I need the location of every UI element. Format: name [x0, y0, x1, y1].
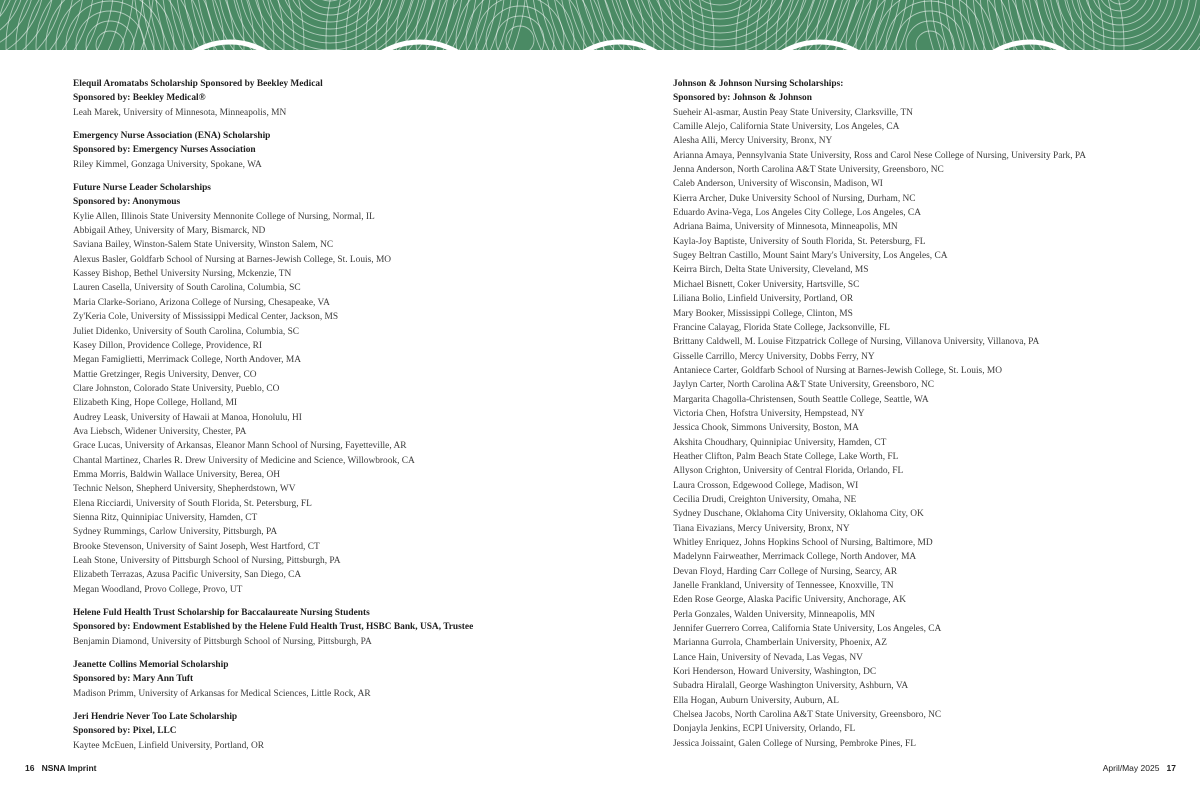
recipient-entry: Antaniece Carter, Goldfarb School of Nursing at Barnes-Jewish College, St. Louis, MO [673, 365, 1002, 376]
recipient-entry: Maria Clarke-Soriano, Arizona College of Nursing, Chesapeake, VA [73, 297, 330, 308]
scholarship-section [73, 77, 593, 120]
scholarship-title: Johnson & Johnson Nursing Scholarships: [673, 79, 844, 89]
recipient-entry: Whitley Enriquez, Johns Hopkins School of Nursing, Baltimore, MD [673, 538, 933, 548]
recipient-entry: Kylie Allen, Illinois State University Mennonite College of Nursing, Normal, IL [73, 211, 375, 222]
scholarship-section [73, 606, 593, 649]
recipient-entry: Kaytee McEuen, Linfield University, Portland, OR [73, 740, 265, 751]
scholarship-section [73, 658, 593, 701]
recipient-entry: Madison Primm, University of Arkansas for Medical Sciences, Little Rock, AR [73, 688, 371, 699]
footer-left [25, 763, 97, 773]
recipient-entry: Elizabeth Terrazas, Azusa Pacific University, San Diego, CA [73, 570, 302, 581]
scholarship-title: Helene Fuld Health Trust Scholarship for Baccalaureate Nursing Students [73, 608, 370, 619]
recipient-entry: Sydney Rummings, Carlow University, Pittsburgh, PA [73, 527, 278, 538]
recipient-entry: Eden Rose George, Alaska Pacific University, Anchorage, AK [673, 595, 907, 606]
recipient-entry: Akshita Choudhary, Quinnipiac University, Hamden, CT [673, 437, 887, 448]
recipient-entry: Janelle Frankland, University of Tennessee, Knoxville, TN [673, 581, 894, 592]
recipient-entry: Liliana Bolio, Linfield University, Portland, OR [673, 294, 854, 305]
scholarship-title: Jeanette Collins Memorial Scholarship [73, 660, 229, 671]
recipient-entry: Victoria Chen, Hofstra University, Hempstead, NY [673, 408, 865, 419]
recipient-entry: Jenna Anderson, North Carolina A&T State University, Greensboro, NC [673, 165, 944, 176]
scholarship-section [73, 181, 593, 597]
issue-date: April/May 2025 [1102, 763, 1160, 773]
recipient-entry: Kayla-Joy Baptiste, University of South Florida, St. Petersburg, FL [673, 236, 926, 247]
recipient-entry: Zy'Keria Cole, University of Mississippi Medical Center, Jackson, MS [73, 312, 339, 323]
recipient-entry: Heather Clifton, Palm Beach State College, Lake Worth, FL [673, 451, 899, 462]
scholarship-section [73, 710, 593, 753]
recipient-entry: Chantal Martinez, Charles R. Drew University of Medicine and Science, Willowbrook, CA [73, 455, 415, 466]
recipient-entry: Riley Kimmel, Gonzaga University, Spokane, WA [73, 159, 262, 170]
recipient-entry: Adriana Baima, University of Minnesota, Minneapolis, MN [673, 222, 898, 233]
recipient-entry: Leah Marek, University of Minnesota, Minneapolis, MN [73, 107, 287, 118]
right-column [673, 77, 1173, 760]
recipient-entry: Arianna Amaya, Pennsylvania State University, Ross and Carol Nese College of Nursing, University Park, PA [673, 150, 1087, 161]
recipient-entry: Gisselle Carrillo, Mercy University, Dobbs Ferry, NY [673, 351, 875, 362]
recipient-entry: Elena Ricciardi, University of South Florida, St. Petersburg, FL [73, 498, 312, 509]
scholarship-title: Elequil Aromatabs Scholarship Sponsored by Beekley Medical [73, 79, 323, 89]
recipient-entry: Audrey Leask, University of Hawaii at Manoa, Honolulu, HI [73, 412, 302, 423]
recipient-entry: Alesha Alli, Mercy University, Bronx, NY [673, 136, 833, 147]
recipient-entry: Brittany Caldwell, M. Louise Fitzpatrick College of Nursing, Villanova University, Villanova, PA [673, 337, 1040, 348]
recipient-entry: Clare Johnston, Colorado State University, Pueblo, CO [73, 383, 280, 394]
recipient-entry: Jaylyn Carter, North Carolina A&T State University, Greensboro, NC [673, 380, 935, 391]
left-column [73, 77, 593, 762]
publication-name: NSNA Imprint [41, 763, 97, 773]
recipient-entry: Juliet Didenko, University of South Carolina, Columbia, SC [73, 326, 300, 337]
recipient-entry: Grace Lucas, University of Arkansas, Eleanor Mann School of Nursing, Fayetteville, AR [73, 441, 407, 452]
recipient-entry: Elizabeth King, Hope College, Holland, MI [73, 398, 238, 409]
recipient-entry: Emma Morris, Baldwin Wallace University, Berea, OH [73, 469, 281, 480]
recipient-entry: Margarita Chagolla-Christensen, South Seattle College, Seattle, WA [673, 394, 929, 405]
recipient-entry: Marianna Gurrola, Chamberlain University, Phoenix, AZ [673, 638, 887, 649]
scholarship-title: Emergency Nurse Association (ENA) Scholarship [73, 131, 271, 142]
recipient-entry: Lauren Casella, University of South Carolina, Columbia, SC [73, 283, 301, 294]
recipient-entry: Sugey Beltran Castillo, Mount Saint Mary's University, Los Angeles, CA [673, 251, 948, 262]
recipient-entry: Devan Floyd, Harding Carr College of Nursing, Searcy, AR [673, 566, 898, 577]
recipient-entry: Mattie Gretzinger, Regis University, Denver, CO [73, 369, 257, 380]
recipient-entry: Ava Liebsch, Widener University, Chester, PA [73, 426, 247, 437]
page-number-right: 17 [1166, 763, 1176, 773]
recipient-entry: Saviana Bailey, Winston-Salem State University, Winston Salem, NC [73, 240, 334, 251]
scholarship-title: Future Nurse Leader Scholarships [73, 183, 211, 194]
recipient-entry: Keirra Birch, Delta State University, Cleveland, MS [673, 265, 869, 276]
recipient-entry: Caleb Anderson, University of Wisconsin, Madison, WI [673, 179, 883, 190]
recipient-entry: Kierra Archer, Duke University School of Nursing, Durham, NC [673, 193, 916, 204]
recipient-entry: Camille Alejo, California State University, Los Angeles, CA [673, 122, 900, 133]
recipient-entry: Mary Booker, Mississippi College, Clinton, MS [673, 308, 853, 319]
recipient-entry: Brooke Stevenson, University of Saint Joseph, West Hartford, CT [73, 541, 320, 552]
scholarship-sponsor: Sponsored by: Pixel, LLC [73, 726, 177, 737]
recipient-entry: Allyson Crighton, University of Central Florida, Orlando, FL [673, 466, 904, 477]
scholarship-sponsor: Sponsored by: Johnson & Johnson [673, 93, 812, 104]
recipient-entry: Benjamin Diamond, University of Pittsburgh School of Nursing, Pittsburgh, PA [73, 636, 372, 647]
recipient-entry: Kassey Bishop, Bethel University Nursing, Mckenzie, TN [73, 269, 292, 280]
recipient-entry: Ella Hogan, Auburn University, Auburn, AL [673, 695, 840, 706]
recipient-entry: Tiana Eivazians, Mercy University, Bronx, NY [673, 523, 850, 534]
recipient-entry: Laura Crosson, Edgewood College, Madison, WI [673, 480, 859, 491]
recipient-entry: Donjayla Jenkins, ECPI University, Orlando, FL [673, 724, 856, 735]
recipient-entry: Jessica Joissaint, Galen College of Nursing, Pembroke Pines, FL [673, 738, 916, 749]
scholarship-title: Jeri Hendrie Never Too Late Scholarship [73, 712, 238, 723]
scholarship-section [73, 129, 593, 172]
recipient-entry: Sueheir Al-asmar, Austin Peay State University, Clarksville, TN [673, 107, 913, 118]
recipient-entry: Michael Bisnett, Coker University, Hartsville, SC [673, 279, 860, 290]
recipient-entry: Subadra Hiralall, George Washington University, Ashburn, VA [673, 681, 909, 692]
scholarship-sponsor: Sponsored by: Beekley Medical® [73, 93, 206, 104]
footer-right [1103, 763, 1176, 773]
recipient-entry: Kori Henderson, Howard University, Washington, DC [673, 667, 877, 678]
recipient-entry: Sienna Ritz, Quinnipiac University, Hamden, CT [73, 512, 258, 523]
recipient-entry: Chelsea Jacobs, North Carolina A&T State University, Greensboro, NC [673, 710, 942, 721]
recipient-entry: Megan Woodland, Provo College, Provo, UT [73, 584, 243, 595]
recipient-entry: Alexus Basler, Goldfarb School of Nursing at Barnes-Jewish College, St. Louis, MO [73, 254, 392, 265]
recipient-entry: Leah Stone, University of Pittsburgh School of Nursing, Pittsburgh, PA [73, 556, 341, 566]
recipient-entry: Cecilia Drudi, Creighton University, Omaha, NE [673, 494, 857, 505]
recipient-entry: Jennifer Guerrero Correa, California State University, Los Angeles, CA [673, 624, 942, 635]
recipient-entry: Sydney Duschane, Oklahoma City University, Oklahoma City, OK [673, 509, 924, 520]
recipient-entry: Madelynn Fairweather, Merrimack College, North Andover, MA [673, 552, 917, 563]
recipient-entry: Francine Calayag, Florida State College, Jacksonville, FL [673, 322, 890, 333]
scholarship-section [673, 77, 1173, 751]
scholarship-sponsor: Sponsored by: Endowment Established by the Helene Fuld Health Trust, HSBC Bank, USA, Trustee [73, 622, 474, 633]
recipient-entry: Technic Nelson, Shepherd University, Shepherdstown, WV [73, 484, 296, 495]
recipient-entry: Eduardo Avina-Vega, Los Angeles City College, Los Angeles, CA [673, 208, 921, 219]
recipient-entry: Kasey Dillon, Providence College, Providence, RI [73, 340, 263, 351]
recipient-entry: Jessica Chook, Simmons University, Boston, MA [673, 423, 859, 434]
recipient-entry: Perla Gonzales, Walden University, Minneapolis, MN [673, 609, 876, 620]
scholarship-sponsor: Sponsored by: Anonymous [73, 197, 181, 208]
recipient-entry: Megan Famiglietti, Merrimack College, North Andover, MA [73, 355, 301, 366]
recipient-entry: Lance Hain, University of Nevada, Las Vegas, NV [673, 652, 863, 663]
scholarship-sponsor: Sponsored by: Emergency Nurses Association [73, 145, 256, 156]
scholarship-sponsor: Sponsored by: Mary Ann Tuft [73, 674, 194, 685]
decorative-banner [0, 0, 1200, 50]
page-number-left: 16 [25, 763, 35, 773]
recipient-entry: Abbigail Athey, University of Mary, Bismarck, ND [73, 226, 266, 237]
